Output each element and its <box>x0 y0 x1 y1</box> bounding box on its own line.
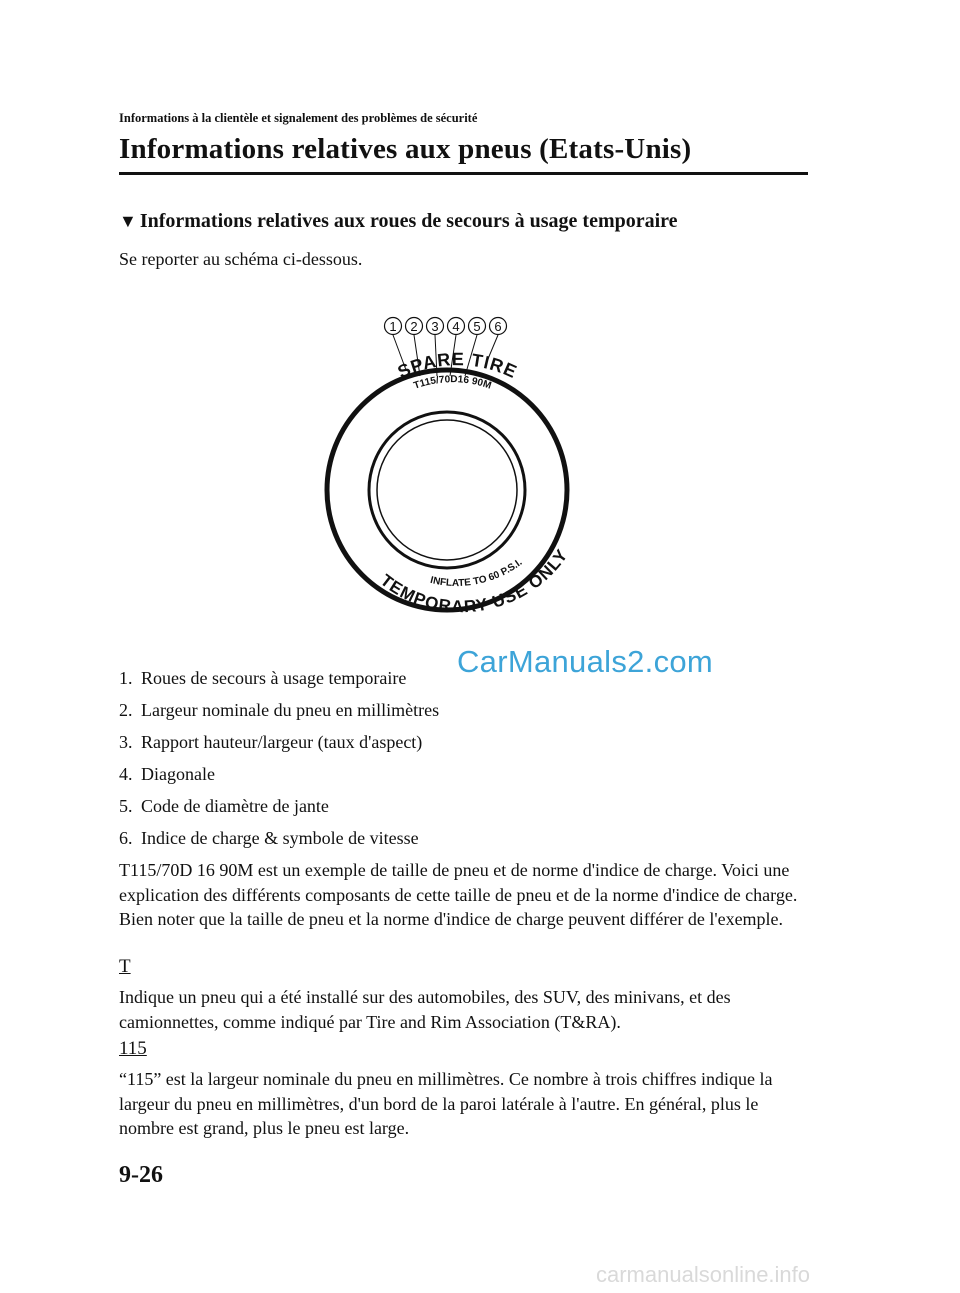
subsection-heading-text: Informations relatives aux roues de secours à usage temporaire <box>139 210 678 232</box>
section-title: Informations relatives aux pneus (Etats-Unis) <box>119 133 692 165</box>
spare-tire-diagram <box>300 300 600 660</box>
callout-1: 1 <box>389 319 397 334</box>
list-item <box>119 668 406 689</box>
rim-ring <box>377 420 517 560</box>
page-number: 9-26 <box>119 1162 163 1188</box>
example-paragraph: T115/70D 16 90M est un exemple de taille de pneu et de norme d'indice de charge. Voici une explication des différents composants de cette taille de pneu et de la norme d'indice de charge. Bien noter que la taille de pneu et la norme d'indice de charge peuvent différer de l'exemple. <box>119 860 798 929</box>
watermark-logo: CarManuals2.com <box>457 644 714 679</box>
list-item-text: Code de diamètre de jante <box>141 796 329 816</box>
term-t: T <box>119 956 131 977</box>
term-115: 115 <box>119 1038 147 1059</box>
list-item-number: 1. <box>119 668 133 688</box>
tire-inner-ring <box>369 412 525 568</box>
list-item <box>119 796 329 817</box>
list-item-number: 2. <box>119 700 133 720</box>
callout-5: 5 <box>473 319 481 334</box>
inflate-marking-text: INFLATE TO 60 P.S.I. <box>429 557 525 590</box>
size-code-marking-text: T115/70D16 90M <box>412 374 493 392</box>
callout-2: 2 <box>410 319 418 334</box>
callout-group <box>377 318 572 617</box>
term-115-description: “115” est la largeur nominale du pneu en millimètres. Ce nombre à trois chiffres indique la largeur du pneu en millimètres, d'un bord de la paroi latérale à l'autre. En général, plus le nombre est grand, plus le pneu est large. <box>119 1069 773 1138</box>
footer-watermark: carmanualsonline.info <box>596 1262 811 1287</box>
intro-text: Se reporter au schéma ci-dessous. <box>119 249 363 269</box>
list-item-number: 6. <box>119 828 133 848</box>
list-item-text: Diagonale <box>141 764 215 784</box>
list-item <box>119 700 439 721</box>
callout-4: 4 <box>452 319 460 334</box>
subsection-heading <box>119 210 678 233</box>
callout-6: 6 <box>494 319 502 334</box>
term-t-description: Indique un pneu qui a été installé sur des automobiles, des SUV, des minivans, et des camionnettes, comme indiqué par Tire and Rim Association (T&RA). <box>119 987 731 1032</box>
temporary-use-marking-text: TEMPORARY USE ONLY <box>376 545 572 617</box>
header-rule <box>119 172 808 175</box>
spare-tire-marking-text: SPARE TIRE <box>394 349 521 383</box>
list-item <box>119 764 215 785</box>
list-item-text: Roues de secours à usage temporaire <box>141 668 407 688</box>
list-item-text: Rapport hauteur/largeur (taux d'aspect) <box>141 732 423 752</box>
list-item <box>119 828 419 849</box>
callout-3: 3 <box>431 319 439 334</box>
chapter-title: Informations à la clientèle et signalement des problèmes de sécurité <box>119 111 478 125</box>
list-item-text: Largeur nominale du pneu en millimètres <box>141 700 440 720</box>
list-item-text: Indice de charge & symbole de vitesse <box>141 828 419 848</box>
list-item-number: 5. <box>119 796 133 816</box>
list-item-number: 3. <box>119 732 133 752</box>
triangle-marker-icon: ▼ <box>119 211 137 231</box>
list-item <box>119 732 422 753</box>
list-item-number: 4. <box>119 764 133 784</box>
